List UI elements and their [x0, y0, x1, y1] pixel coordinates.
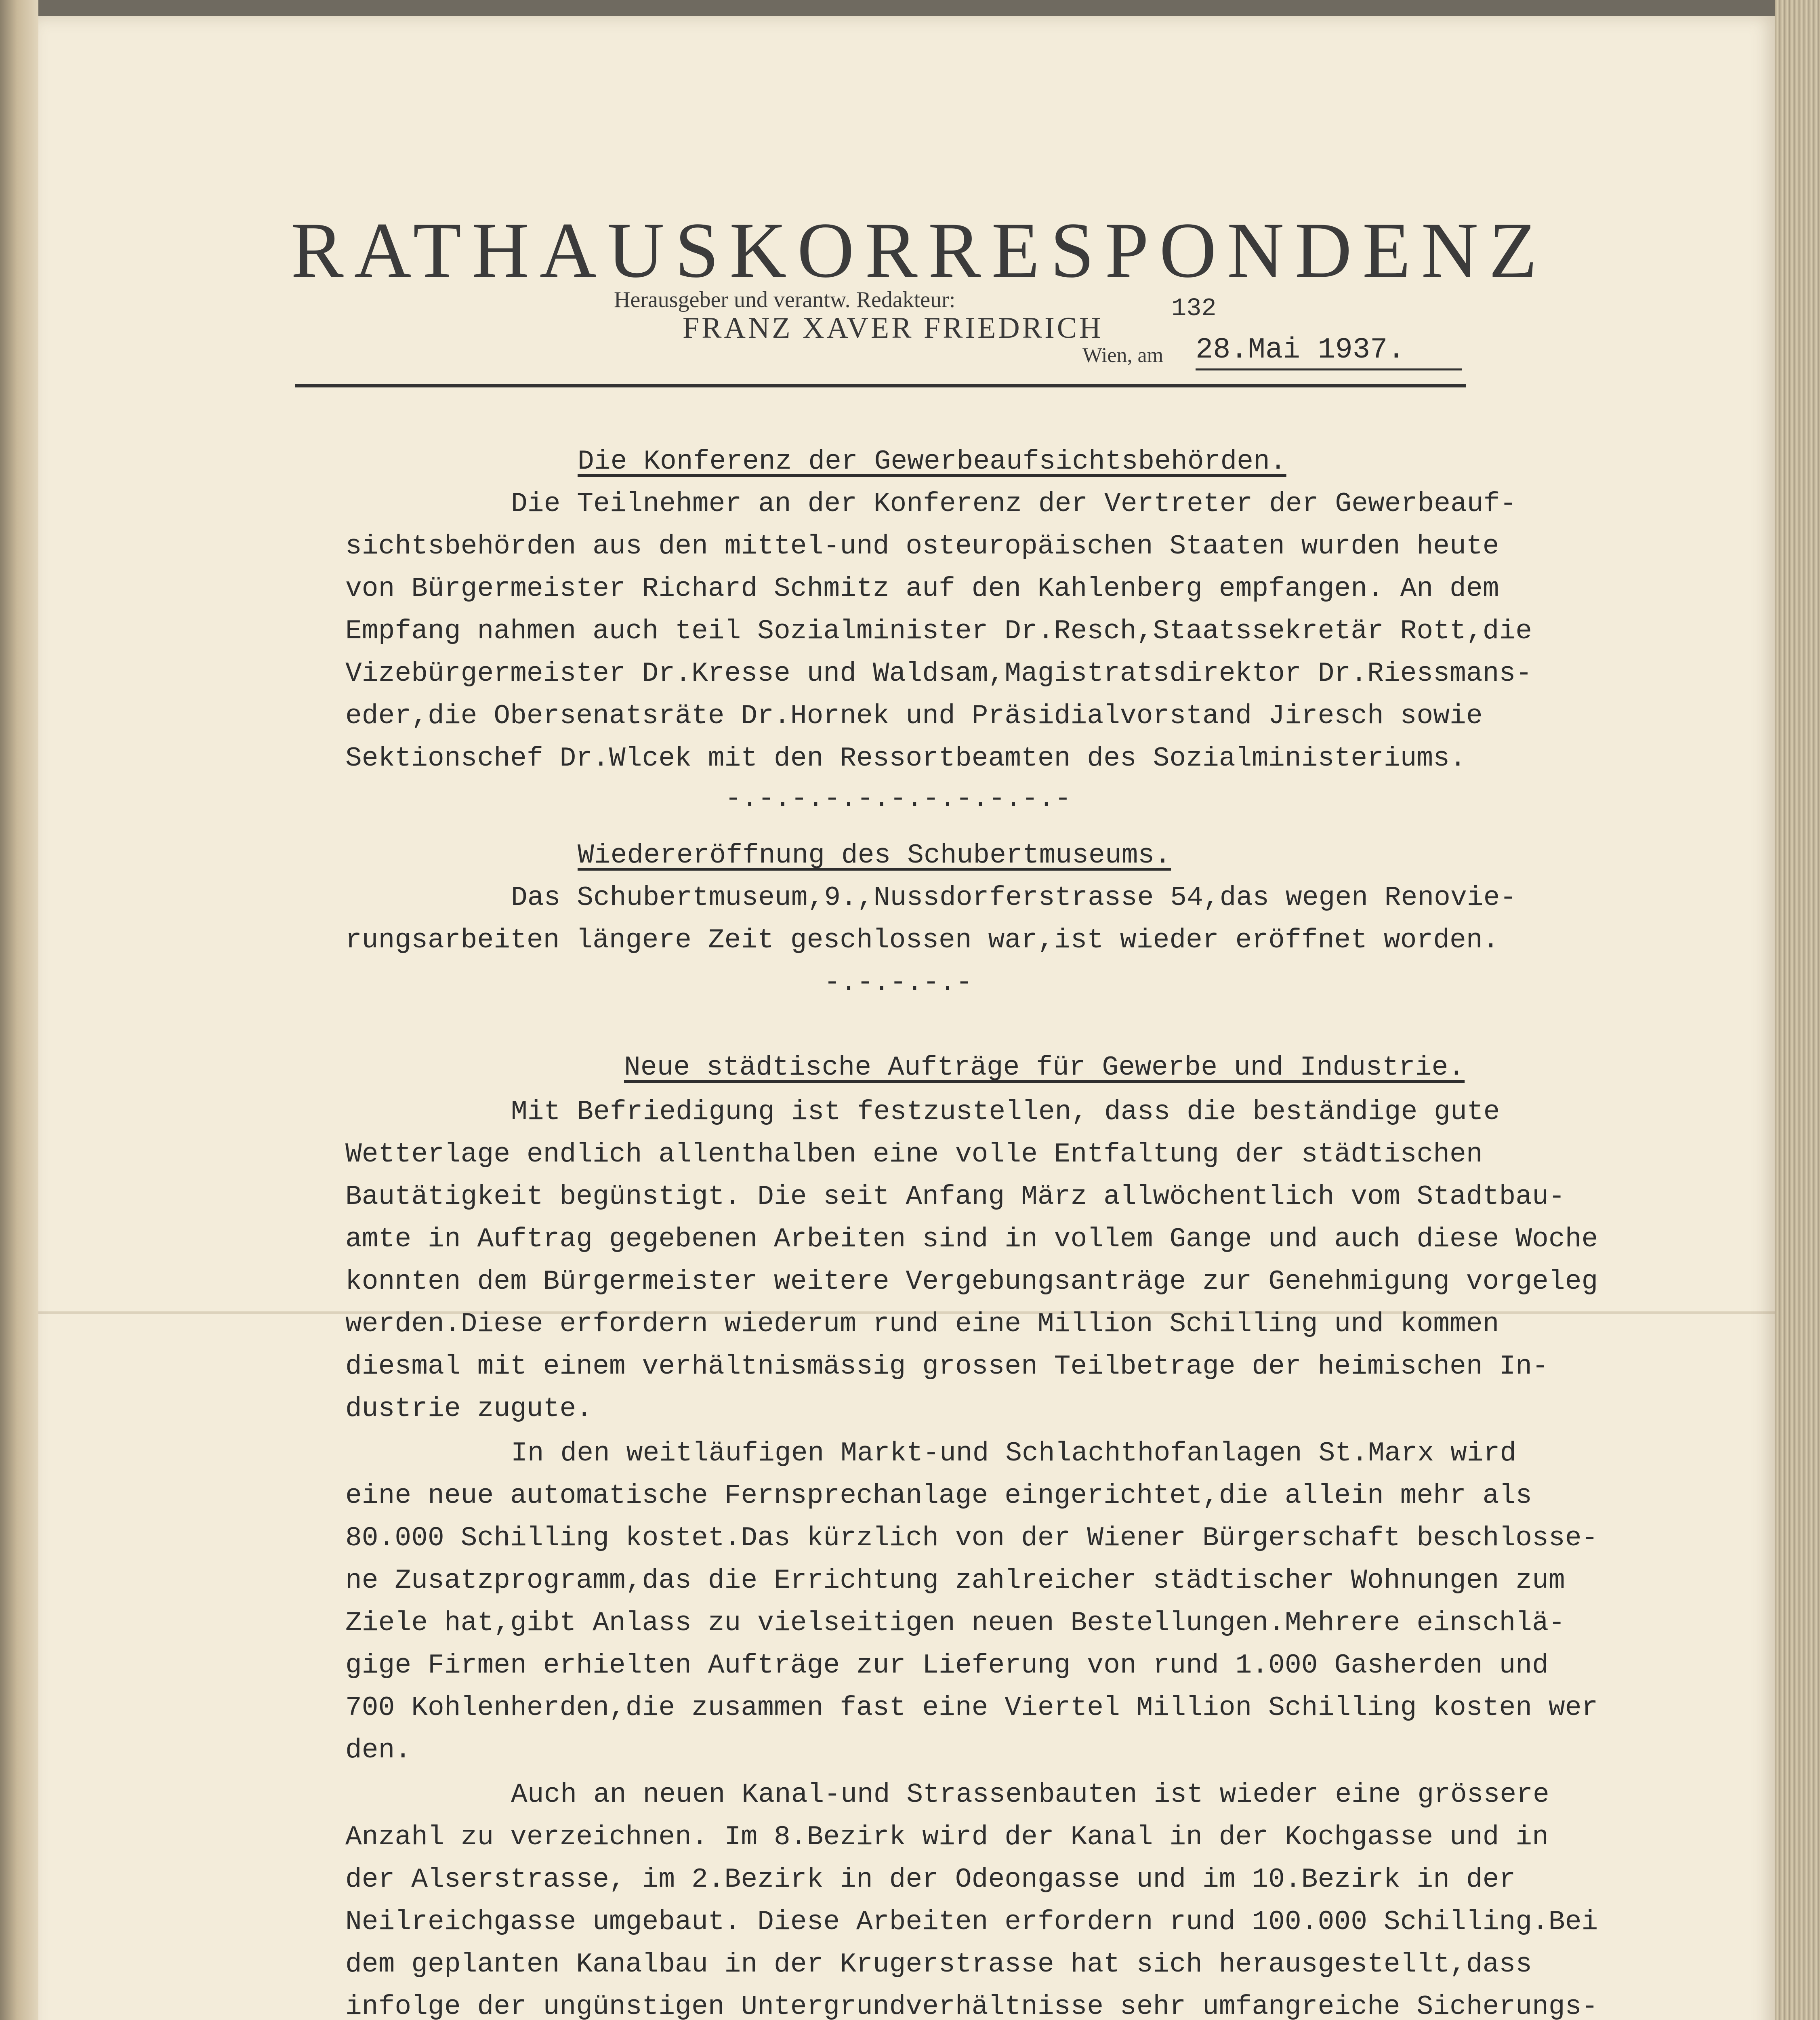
section-separator: -.-.-.-.-: [824, 967, 973, 998]
text-line: In den weitläufigen Markt-und Schlachthofanlagen St.Marx wird: [511, 1438, 1517, 1469]
text-line: Mit Befriedigung ist festzustellen, dass die beständige gute: [511, 1096, 1500, 1128]
editor-name: FRANZ XAVER FRIEDRICH: [683, 311, 1103, 345]
text-line: Die Teilnehmer an der Konferenz der Vertreter der Gewerbeauf-: [511, 488, 1517, 520]
text-line: Neilreichgasse umgebaut. Diese Arbeiten erfordern rund 100.000 Schilling.Bei: [345, 1906, 1598, 1938]
text-line: Empfang nahmen auch teil Sozialminister Dr.Resch,Staatssekretär Rott,die: [345, 616, 1532, 647]
text-line: Auch an neuen Kanal-und Strassenbauten ist wieder eine grössere: [511, 1779, 1549, 1810]
text-line: Ziele hat,gibt Anlass zu vielseitigen neuen Bestellungen.Mehrere einschlä-: [345, 1608, 1565, 1639]
masthead: RATHAUSKORRESPONDENZ: [291, 206, 1548, 294]
text-line: sichtsbehörden aus den mittel-und osteuropäischen Staaten wurden heute: [345, 531, 1499, 562]
text-line: eder,die Obersenatsräte Dr.Hornek und Präsidialvorstand Jiresch sowie: [345, 701, 1483, 732]
text-line: werden.Diese erfordern wiederum rund eine Million Schilling und kommen: [345, 1309, 1499, 1340]
text-line: 700 Kohlenherden,die zusammen fast eine Viertel Million Schilling kosten wer: [345, 1692, 1598, 1723]
publisher-label: Herausgeber und verantw. Redakteur:: [614, 287, 956, 312]
text-line: Sektionschef Dr.Wlcek mit den Ressortbeamten des Sozialministeriums.: [345, 743, 1466, 774]
text-line: diesmal mit einem verhältnismässig grossen Teilbetrage der heimischen In-: [345, 1351, 1549, 1382]
text-line: der Alserstrasse, im 2.Bezirk in der Odeongasse und im 10.Bezirk in der: [345, 1864, 1516, 1895]
text-line: gige Firmen erhielten Aufträge zur Lieferung von rund 1.000 Gasherden und: [345, 1650, 1549, 1681]
issue-date: 28.Mai 1937.: [1196, 333, 1405, 366]
text-line: von Bürgermeister Richard Schmitz auf den Kahlenberg empfangen. An dem: [345, 573, 1499, 604]
text-line: 80.000 Schilling kostet.Das kürzlich von der Wiener Bürgerschaft beschlosse-: [345, 1523, 1598, 1554]
text-line: Vizebürgermeister Dr.Kresse und Waldsam,Magistratsdirektor Dr.Riessmans-: [345, 658, 1532, 689]
text-line: ne Zusatzprogramm,das die Errichtung zahlreicher städtischer Wohnungen zum: [345, 1565, 1565, 1596]
text-line: dustrie zugute.: [345, 1393, 593, 1425]
text-line: rungsarbeiten längere Zeit geschlossen war,ist wieder eröffnet worden.: [345, 925, 1499, 956]
text-line: konnten dem Bürgermeister weitere Vergebungsanträge zur Genehmigung vorgeleg: [345, 1266, 1598, 1297]
text-line: infolge der ungünstigen Untergrundverhältnisse sehr umfangreiche Sicherungs-: [345, 1991, 1598, 2020]
issue-number: 132: [1171, 294, 1217, 323]
text-line: den.: [345, 1735, 412, 1766]
text-line: eine neue automatische Fernsprechanlage eingerichtet,die allein mehr als: [345, 1480, 1532, 1511]
text-line: Das Schubertmuseum,9.,Nussdorferstrasse 54,das wegen Renovie-: [511, 882, 1517, 913]
text-line: amte in Auftrag gegebenen Arbeiten sind in vollem Gange und auch diese Woche: [345, 1224, 1598, 1255]
article-title: Wiedereröffnung des Schubertmuseums.: [578, 840, 1171, 871]
text-line: Anzahl zu verzeichnen. Im 8.Bezirk wird der Kanal in der Kochgasse und in: [345, 1822, 1549, 1853]
text-line: Bautätigkeit begünstigt. Die seit Anfang März allwöchentlich vom Stadtbau-: [345, 1181, 1565, 1212]
article-title: Die Konferenz der Gewerbeaufsichtsbehörden.: [578, 446, 1286, 477]
place-label: Wien, am: [1082, 344, 1164, 367]
article-title: Neue städtische Aufträge für Gewerbe und Industrie.: [624, 1052, 1465, 1083]
section-separator: -.-.-.-.-.-.-.-.-.-.-: [725, 783, 1071, 814]
text-line: dem geplanten Kanalbau in der Krugerstrasse hat sich herausgestellt,dass: [345, 1949, 1532, 1980]
text-line: Wetterlage endlich allenthalben eine volle Entfaltung der städtischen: [345, 1139, 1483, 1170]
